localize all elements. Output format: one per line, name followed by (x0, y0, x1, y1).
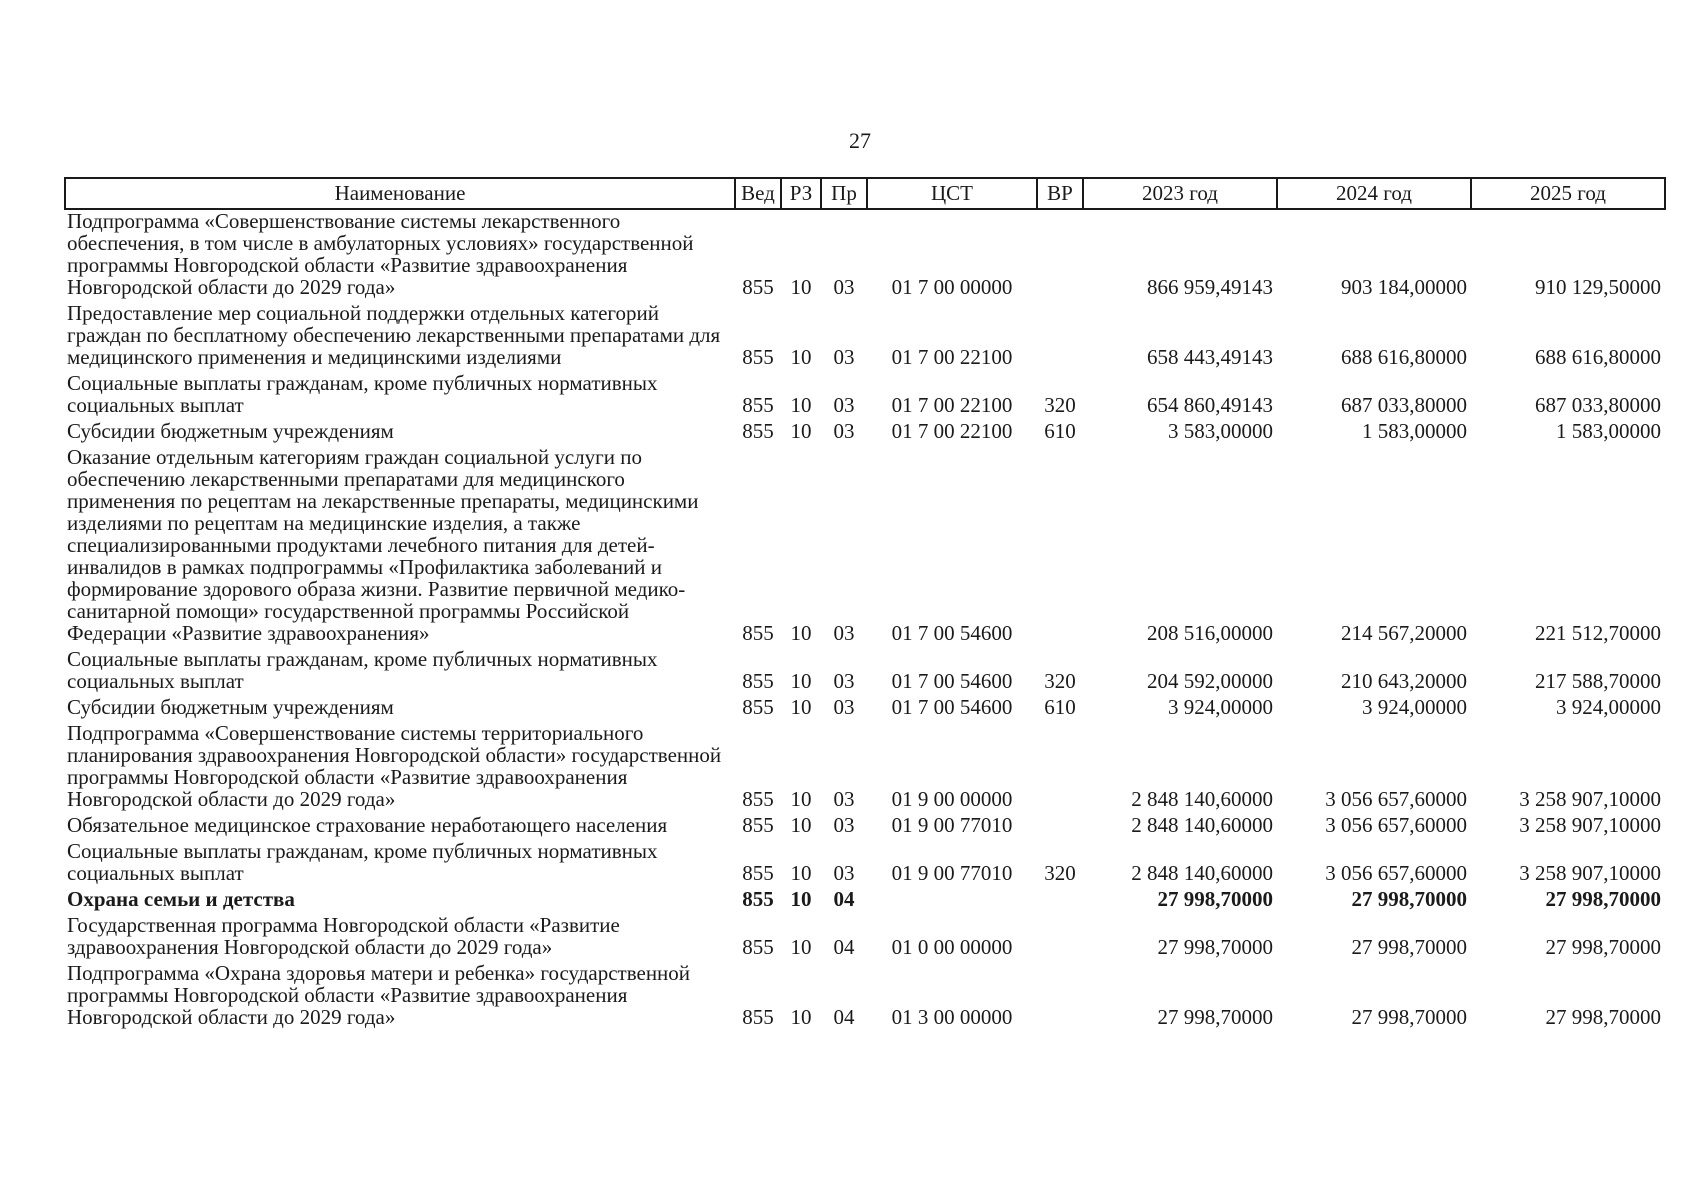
cell-2024: 3 056 657,60000 (1325, 787, 1467, 811)
cell-rz: 10 (790, 887, 812, 911)
cell-2025: 3 258 907,10000 (1519, 861, 1661, 885)
cell-vr (1037, 914, 1083, 962)
cell-rz: 10 (790, 935, 812, 959)
cell-vr (1037, 446, 1083, 648)
cell-pr: 03 (833, 695, 855, 719)
table-body (65, 209, 1665, 1032)
cell-2023: 658 443,49143 (1147, 345, 1273, 369)
cell-cst: 01 7 00 54600 (891, 669, 1013, 693)
cell-ved: 855 (742, 275, 774, 299)
table-row (65, 962, 1665, 1032)
cell-2023: 27 998,70000 (1157, 887, 1273, 911)
cell-2025: 27 998,70000 (1545, 1005, 1661, 1029)
cell-2025: 3 924,00000 (1556, 695, 1661, 719)
cell-2025: 687 033,80000 (1535, 393, 1661, 417)
cell-cst: 01 9 00 77010 (891, 861, 1013, 885)
cell-name: Оказание отдельным категориям граждан социальной услуги по обеспечению лекарственными препаратами для медицинского применения по рецептам на лекарственные препараты, медицинскими изделиями по рецептам на медицинские изделия, а также специализированными продуктами лечебного питания для детей-инвалидов в рамках подпрограммы «Профилактика заболеваний и формирование здорового образа жизни. Развитие первичной медико-санитарной помощи» государственной программы Российской Федерации «Развитие здравоохранения» (67, 445, 699, 645)
cell-pr: 03 (833, 621, 855, 645)
cell-pr: 03 (833, 393, 855, 417)
cell-vr: 320 (1044, 861, 1076, 885)
cell-cst: 01 9 00 00000 (891, 787, 1013, 811)
cell-name: Субсидии бюджетным учреждениям (67, 419, 394, 443)
cell-vr: 610 (1044, 419, 1076, 443)
table-row (65, 814, 1665, 840)
table-row (65, 696, 1665, 722)
cell-2024: 27 998,70000 (1351, 1005, 1467, 1029)
cell-cst: 01 7 00 00000 (891, 275, 1013, 299)
cell-ved: 855 (742, 1005, 774, 1029)
cell-pr: 03 (833, 275, 855, 299)
cell-rz: 10 (790, 787, 812, 811)
cell-name: Подпрограмма «Совершенствование системы территориального планирования здравоохранения Новгородской области» государственной программы Новгородской области «Развитие здравоохранения Новгородской области до 2029 года» (67, 721, 722, 811)
cell-name: Государственная программа Новгородской области «Развитие здравоохранения Новгородской области до 2029 года» (67, 913, 620, 959)
cell-rz: 10 (790, 813, 812, 837)
cell-cst: 01 7 00 22100 (891, 393, 1013, 417)
cell-vr (1037, 722, 1083, 814)
cell-pr: 03 (833, 861, 855, 885)
cell-2024: 687 033,80000 (1341, 393, 1467, 417)
cell-pr: 04 (833, 935, 855, 959)
table-header-row (65, 178, 1665, 209)
cell-rz: 10 (790, 861, 812, 885)
cell-2025: 910 129,50000 (1535, 275, 1661, 299)
cell-vr (1037, 209, 1083, 302)
cell-2025: 27 998,70000 (1545, 935, 1661, 959)
cell-name: Социальные выплаты гражданам, кроме публичных нормативных социальных выплат (67, 647, 658, 693)
cell-name: Социальные выплаты гражданам, кроме публичных нормативных социальных выплат (67, 371, 658, 417)
cell-ved: 855 (742, 887, 774, 911)
cell-2023: 654 860,49143 (1147, 393, 1273, 417)
cell-cst: 01 7 00 54600 (891, 695, 1013, 719)
table-row (65, 446, 1665, 648)
cell-2024: 214 567,20000 (1341, 621, 1467, 645)
cell-ved: 855 (742, 813, 774, 837)
cell-name: Субсидии бюджетным учреждениям (67, 695, 394, 719)
cell-cst: 01 3 00 00000 (891, 1005, 1013, 1029)
table-row (65, 888, 1665, 914)
budget-table (64, 177, 1666, 1032)
table-row (65, 372, 1665, 420)
cell-vr (1037, 962, 1083, 1032)
cell-rz: 10 (790, 621, 812, 645)
cell-rz: 10 (790, 1005, 812, 1029)
cell-2023: 2 848 140,60000 (1131, 787, 1273, 811)
cell-pr: 04 (833, 1005, 855, 1029)
page-number: 27 (849, 128, 871, 153)
cell-name: Социальные выплаты гражданам, кроме публичных нормативных социальных выплат (67, 839, 658, 885)
cell-ved: 855 (742, 393, 774, 417)
cell-2024: 210 643,20000 (1341, 669, 1467, 693)
cell-ved: 855 (742, 787, 774, 811)
cell-2023: 208 516,00000 (1147, 621, 1273, 645)
cell-ved: 855 (742, 935, 774, 959)
cell-vr: 320 (1044, 393, 1076, 417)
cell-rz: 10 (790, 669, 812, 693)
cell-name: Подпрограмма «Охрана здоровья матери и ребенка» государственной программы Новгородской области «Развитие здравоохранения Новгородской области до 2029 года» (67, 961, 691, 1029)
cell-2023: 204 592,00000 (1147, 669, 1273, 693)
cell-pr: 03 (833, 419, 855, 443)
cell-pr: 03 (833, 813, 855, 837)
cell-cst: 01 7 00 22100 (891, 345, 1013, 369)
cell-2025: 688 616,80000 (1535, 345, 1661, 369)
cell-name: Охрана семьи и детства (67, 887, 295, 911)
cell-2024: 3 056 657,60000 (1325, 861, 1467, 885)
header-ved: Вед (735, 178, 781, 209)
cell-2023: 866 959,49143 (1147, 275, 1273, 299)
table-row (65, 420, 1665, 446)
table-row (65, 722, 1665, 814)
cell-2023: 3 583,00000 (1168, 419, 1273, 443)
cell-vr: 610 (1044, 695, 1076, 719)
cell-rz: 10 (790, 695, 812, 719)
cell-rz: 10 (790, 345, 812, 369)
cell-cst: 01 7 00 54600 (891, 621, 1013, 645)
cell-cst: 01 9 00 77010 (891, 813, 1013, 837)
cell-rz: 10 (790, 419, 812, 443)
cell-name: Предоставление мер социальной поддержки отдельных категорий граждан по бесплатному обеспечению лекарственными препаратами для медицинского применения и медицинскими изделиями (67, 301, 721, 369)
cell-2024: 3 056 657,60000 (1325, 813, 1467, 837)
cell-2024: 688 616,80000 (1341, 345, 1467, 369)
cell-rz: 10 (790, 275, 812, 299)
cell-rz: 10 (790, 393, 812, 417)
cell-name: Подпрограмма «Совершенствование системы лекарственного обеспечения, в том числе в амбулаторных условиях» государственной программы Новгородской области «Развитие здравоохранения Новгородской области до 2029 года» (67, 209, 694, 299)
cell-2025: 217 588,70000 (1535, 669, 1661, 693)
cell-2025: 3 258 907,10000 (1519, 813, 1661, 837)
cell-2023: 2 848 140,60000 (1131, 861, 1273, 885)
table-row (65, 648, 1665, 696)
header-name: Наименование (65, 178, 735, 209)
cell-2025: 221 512,70000 (1535, 621, 1661, 645)
cell-vr (1037, 814, 1083, 840)
cell-2023: 3 924,00000 (1168, 695, 1273, 719)
header-pr: Пр (821, 178, 867, 209)
cell-pr: 04 (833, 887, 855, 911)
cell-2025: 27 998,70000 (1545, 887, 1661, 911)
header-2024: 2024 год (1277, 178, 1471, 209)
cell-2024: 27 998,70000 (1351, 887, 1467, 911)
cell-ved: 855 (742, 419, 774, 443)
table-row (65, 914, 1665, 962)
cell-pr: 03 (833, 345, 855, 369)
header-rz: РЗ (781, 178, 821, 209)
cell-vr (1037, 888, 1083, 914)
cell-2025: 1 583,00000 (1556, 419, 1661, 443)
header-2023: 2023 год (1083, 178, 1277, 209)
cell-ved: 855 (742, 669, 774, 693)
cell-2024: 27 998,70000 (1351, 935, 1467, 959)
cell-cst (867, 888, 1037, 914)
table-row (65, 209, 1665, 302)
cell-vr (1037, 302, 1083, 372)
header-2025: 2025 год (1471, 178, 1665, 209)
cell-2023: 27 998,70000 (1157, 1005, 1273, 1029)
cell-cst: 01 7 00 22100 (891, 419, 1013, 443)
cell-2025: 3 258 907,10000 (1519, 787, 1661, 811)
cell-pr: 03 (833, 669, 855, 693)
cell-ved: 855 (742, 345, 774, 369)
cell-ved: 855 (742, 621, 774, 645)
cell-pr: 03 (833, 787, 855, 811)
header-vr: ВР (1037, 178, 1083, 209)
cell-2023: 27 998,70000 (1157, 935, 1273, 959)
cell-cst: 01 0 00 00000 (891, 935, 1013, 959)
cell-ved: 855 (742, 695, 774, 719)
cell-2023: 2 848 140,60000 (1131, 813, 1273, 837)
cell-ved: 855 (742, 861, 774, 885)
cell-2024: 3 924,00000 (1362, 695, 1467, 719)
cell-2024: 903 184,00000 (1341, 275, 1467, 299)
cell-vr: 320 (1044, 669, 1076, 693)
cell-2024: 1 583,00000 (1362, 419, 1467, 443)
header-cst: ЦСТ (867, 178, 1037, 209)
table-row (65, 840, 1665, 888)
table-row (65, 302, 1665, 372)
cell-name: Обязательное медицинское страхование неработающего населения (67, 813, 668, 837)
